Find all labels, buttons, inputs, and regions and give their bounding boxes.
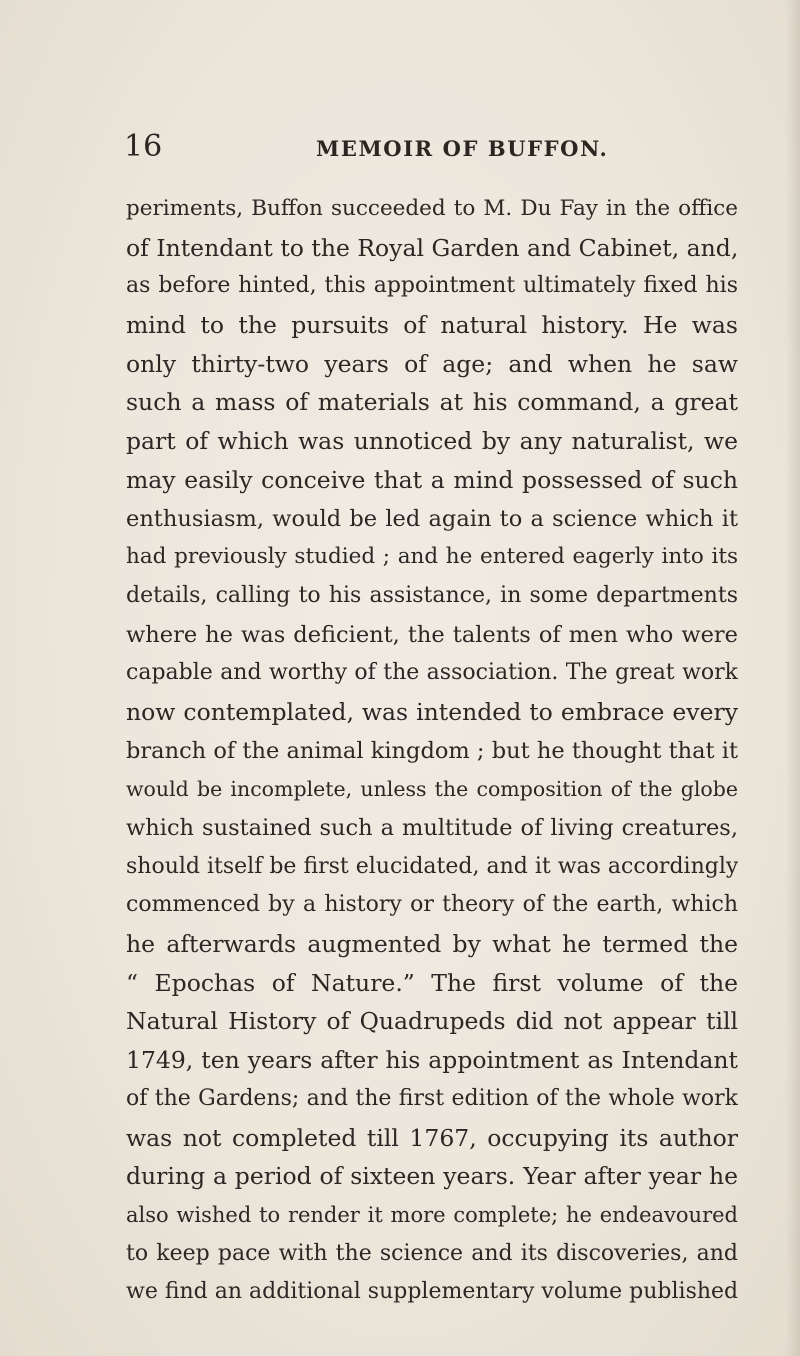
text-line: periments, Buffon succeeded to M. Du Fay in the office bbox=[126, 196, 738, 221]
text-line: branch of the animal kingdom ; but he thought that it bbox=[126, 737, 738, 764]
text-line: commenced by a history or theory of the earth, which bbox=[126, 892, 738, 918]
text-line: also wished to render it more complete; he endeavoured bbox=[126, 1202, 738, 1227]
running-head: MEMOIR OF BUFFON. bbox=[316, 136, 609, 161]
text-line: during a period of sixteen years. Year after year he bbox=[126, 1162, 738, 1191]
page-header bbox=[124, 128, 744, 172]
text-line: would be incomplete, unless the composition of the globe bbox=[126, 777, 738, 802]
text-line: only thirty-two years of age; and when he saw bbox=[126, 349, 738, 378]
text-line: capable and worthy of the association. The great work bbox=[126, 660, 738, 686]
text-line: enthusiasm, would be led again to a science which it bbox=[126, 505, 738, 532]
text-line: to keep pace with the science and its discoveries, and bbox=[126, 1240, 738, 1266]
text-line: was not completed till 1767, occupying its author bbox=[126, 1123, 738, 1152]
text-line: of the Gardens; and the first edition of the whole work bbox=[126, 1085, 738, 1111]
page-number: 16 bbox=[124, 129, 163, 164]
text-line: we find an additional supplementary volume published bbox=[126, 1279, 738, 1305]
text-line: had previously studied ; and he entered eagerly into its bbox=[126, 544, 738, 570]
text-line: “ Epochas of Nature.” The first volume of the bbox=[126, 968, 738, 997]
text-line: such a mass of materials at his command, a great bbox=[126, 388, 738, 417]
text-line: he afterwards augmented by what he termed the bbox=[126, 930, 738, 959]
text-line: which sustained such a multitude of living creatures, bbox=[126, 815, 738, 841]
body-text bbox=[126, 190, 738, 1312]
text-line: 1749, ten years after his appointment as Intendant bbox=[126, 1046, 738, 1075]
page-edge-shadow bbox=[786, 0, 800, 1356]
text-line: of Intendant to the Royal Garden and Cabinet, and, bbox=[126, 233, 738, 262]
text-line: mind to the pursuits of natural history. He was bbox=[126, 311, 738, 340]
text-line: Natural History of Quadrupeds did not appear till bbox=[126, 1007, 738, 1036]
text-line: details, calling to his assistance, in some departments bbox=[126, 582, 738, 608]
text-line: where he was deficient, the talents of men who were bbox=[126, 621, 738, 648]
text-line: should itself be first elucidated, and it was accordingly bbox=[126, 853, 738, 879]
text-line: part of which was unnoticed by any naturalist, we bbox=[126, 427, 738, 456]
text-line: as before hinted, this appointment ultimately fixed his bbox=[126, 273, 738, 299]
text-line: may easily conceive that a mind possessed of such bbox=[126, 465, 738, 494]
text-line: now contemplated, was intended to embrace every bbox=[126, 697, 738, 726]
